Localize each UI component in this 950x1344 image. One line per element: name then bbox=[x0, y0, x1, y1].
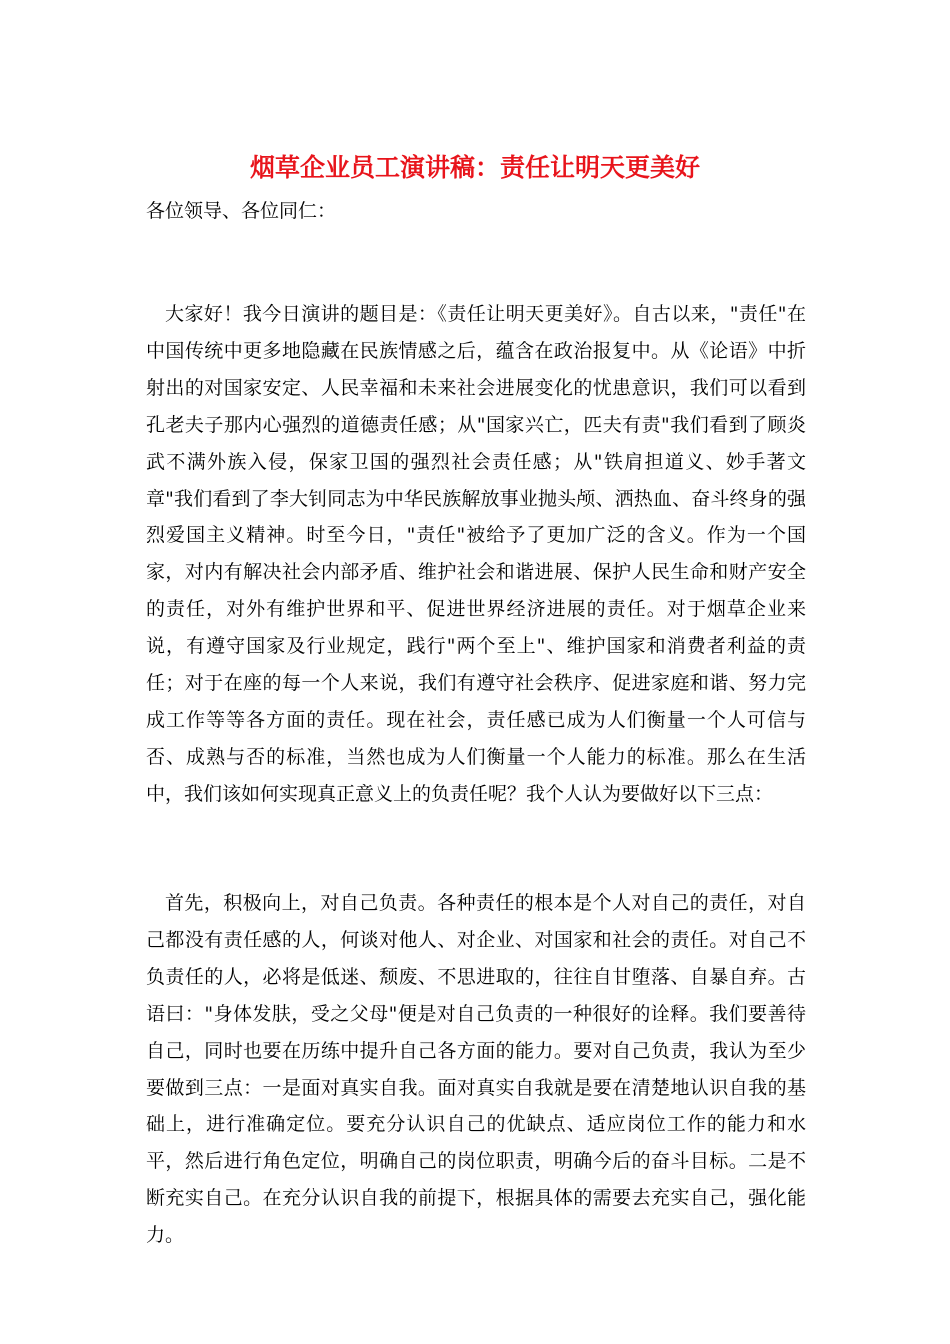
page-title: 烟草企业员工演讲稿：责任让明天更美好 bbox=[249, 153, 700, 182]
salutation: 各位领导、各位同仁： bbox=[146, 200, 337, 222]
paragraph-intro: 大家好！我今日演讲的题目是：《责任让明天更美好》。自古以来，"责任"在中国传统中更多地隐藏在民族情感之后，蕴含在政治报复中。从《论语》中折射出的对国家安定、人民幸福和未来社会进展变化的忧患意识，我们可以看到孔老夫子那内心强烈的道德责任感；从"国家兴亡，匹夫有责"我们看到了顾炎武不满外族入侵，保家卫国的强烈社会责任感；从"铁肩担道义、妙手著文章"我们看到了李大钊同志为中华民族解放事业抛头颅、洒热血、奋斗终身的强烈爱国主义精神。时至今日，"责任"被给予了更加广泛的含义。作为一个国家，对内有解决社会内部矛盾、维护社会和谐进展、保护人民生命和财产安全的责任，对外有维护世界和平、促进世界经济进展的责任。对于烟草企业来说，有遵守国家及行业规定，践行"两个至上"、维护国家和消费者利益的责任；对于在座的每一个人来说，我们有遵守社会秩序、促进家庭和谐、努力完成工作等等各方面的责任。现在社会，责任感已成为人们衡量一个人可信与否、成熟与否的标准，当然也成为人们衡量一个人能力的标准。那么在生活中，我们该如何实现真正意义上的负责任呢？我个人认为要做好以下三点： bbox=[146, 303, 806, 805]
paragraph-first-point: 首先，积极向上，对自己负责。各种责任的根本是个人对自己的责任，对自己都没有责任感的人，何谈对他人、对企业、对国家和社会的责任。对自己不负责任的人，必将是低迷、颓废、不思进取的，往往自甘堕落、自暴自弃。古语曰："身体发肤，受之父母"便是对自己负责的一种很好的诠释。我们要善待自己，同时也要在历练中提升自己各方面的能力。要对自己负责，我认为至少要做到三点：一是面对真实自我。面对真实自我就是要在清楚地认识自我的基础上，进行准确定位。要充分认识自己的优缺点、适应岗位工作的能力和水平，然后进行角色定位，明确自己的岗位职责，明确今后的奋斗目标。二是不断充实自己。在充分认识自我的前提下，根据具体的需要去充实自己，强化能力。 bbox=[146, 892, 806, 1247]
